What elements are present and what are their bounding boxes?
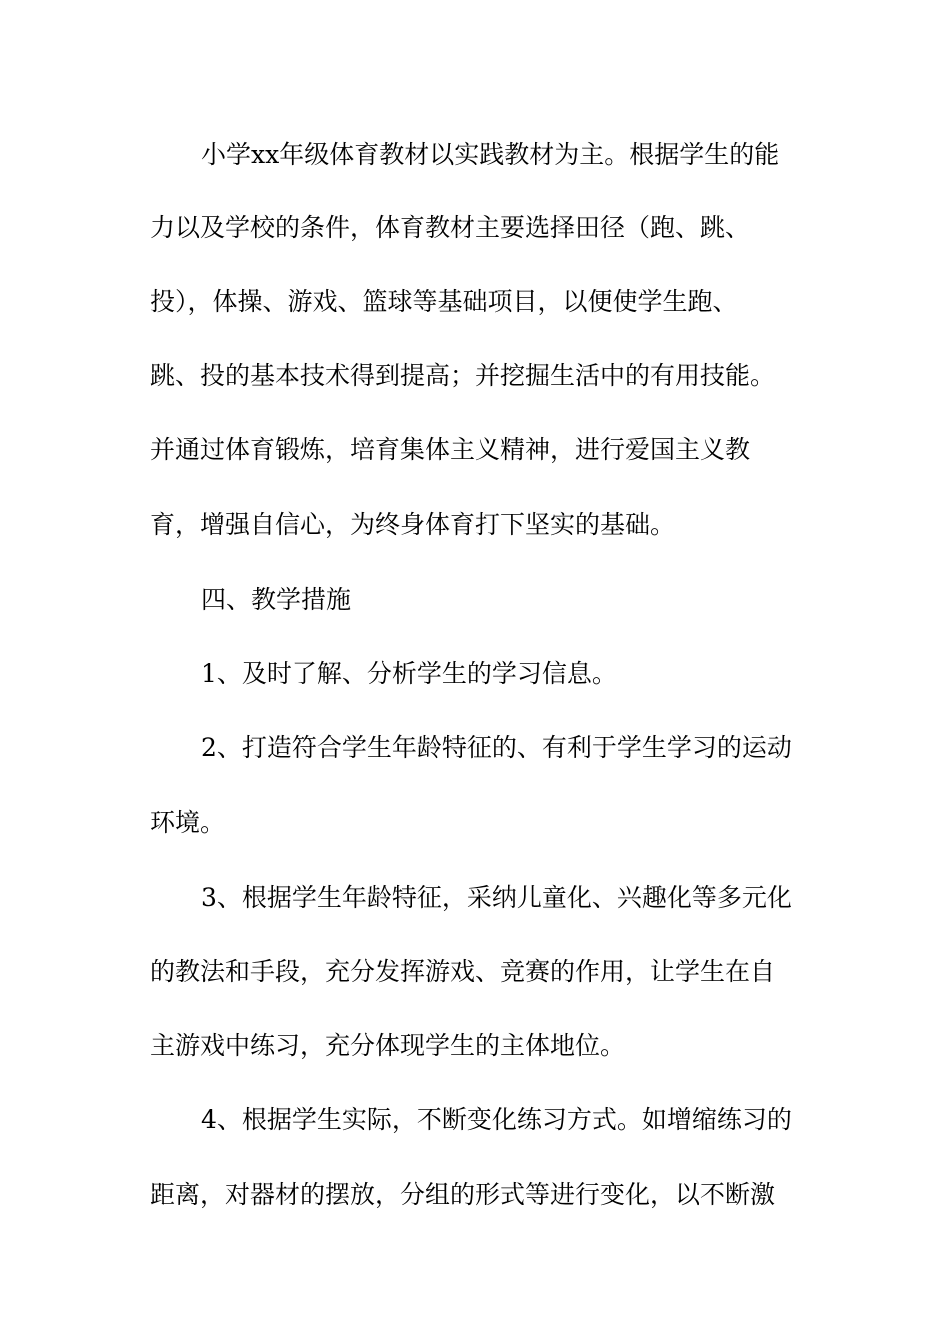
paragraph-line: 育，增强自信心，为终身体育打下坚实的基础。 [150, 510, 676, 539]
list-item-continuation: 环境。 [150, 808, 226, 837]
paragraph-line: 跳、投的基本技术得到提高；并挖掘生活中的有用技能。 [150, 361, 776, 390]
list-item: 1、及时了解、分析学生的学习信息。 [201, 659, 617, 688]
paragraph-line: 力以及学校的条件，体育教材主要选择田径（跑、跳、 [150, 213, 751, 242]
paragraph-line: 并通过体育锻炼，培育集体主义精神，进行爱国主义教 [150, 435, 751, 464]
list-item-continuation: 的教法和手段，充分发挥游戏、竞赛的作用，让学生在自 [150, 957, 776, 986]
paragraph-line: 投），体操、游戏、篮球等基础项目，以便使学生跑、 [150, 287, 738, 316]
list-item-continuation: 主游戏中练习，充分体现学生的主体地位。 [150, 1031, 626, 1060]
list-item: 2、打造符合学生年龄特征的、有利于学生学习的运动 [201, 733, 792, 762]
paragraph-line: 小学xx年级体育教材以实践教材为主。根据学生的能 [201, 140, 780, 169]
list-item: 3、根据学生年龄特征，采纳儿童化、兴趣化等多元化 [201, 883, 792, 912]
list-item: 4、根据学生实际，不断变化练习方式。如增缩练习的 [201, 1105, 792, 1134]
section-heading: 四、教学措施 [201, 585, 352, 614]
list-item-continuation: 距离，对器材的摆放，分组的形式等进行变化，以不断激 [150, 1180, 776, 1209]
